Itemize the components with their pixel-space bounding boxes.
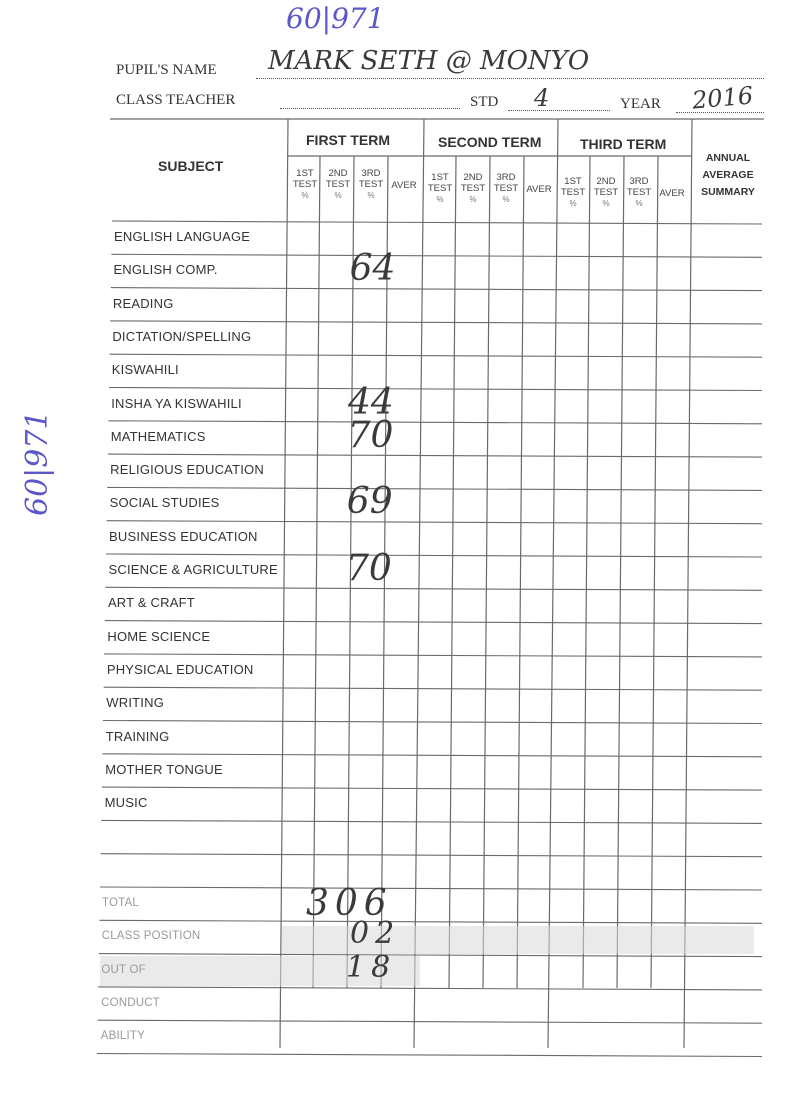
- subcol-pct: %: [334, 191, 342, 200]
- subcol-header: [590, 176, 622, 209]
- footer-row-label: OUT OF: [101, 963, 146, 976]
- row-line: [97, 1054, 762, 1057]
- row-line: [98, 1020, 762, 1023]
- subject-label: BUSINESS EDUCATION: [109, 528, 258, 544]
- row-line: [101, 820, 762, 823]
- subject-label: ENGLISH LANGUAGE: [114, 229, 251, 244]
- row-line: [110, 321, 762, 324]
- pupil-name-value: MARK SETH @ MONYO: [268, 46, 590, 76]
- subcol-header: [388, 180, 420, 191]
- std-label: STD: [470, 94, 499, 110]
- subcol-line1: 3RD: [629, 176, 649, 187]
- subcol-line2: TEST: [292, 179, 318, 190]
- row-line: [108, 421, 762, 424]
- annual-summary-header: [694, 150, 762, 201]
- subject-label: MATHEMATICS: [110, 428, 206, 444]
- row-line: [106, 554, 762, 557]
- side-reference-number: 60|971: [20, 410, 55, 516]
- mark-value: 44: [348, 381, 394, 423]
- year-value: 2016: [690, 81, 755, 115]
- subcol-line2: TEST: [626, 187, 652, 198]
- subject-label: READING: [112, 295, 174, 311]
- subcol-pct: %: [635, 199, 643, 208]
- subcol-header: [490, 172, 522, 205]
- row-line: [108, 454, 762, 457]
- subcol-line1: 2ND: [596, 176, 616, 187]
- subject-header: SUBJECT: [158, 158, 224, 174]
- mark-value: 64: [349, 248, 396, 290]
- subcol-line2: TEST: [593, 187, 619, 198]
- subcol-line2: TEST: [427, 183, 453, 194]
- subcol-pct: %: [569, 199, 577, 208]
- subject-label: ENGLISH COMP.: [113, 262, 218, 278]
- row-line: [105, 587, 762, 590]
- mark-value: 69: [346, 481, 393, 523]
- row-line: [102, 787, 762, 790]
- subcol-line2: TEST: [460, 183, 486, 194]
- subcol-header: [289, 168, 321, 201]
- mark-value: 70: [347, 414, 394, 456]
- row-line: [104, 687, 762, 690]
- subject-label: SOCIAL STUDIES: [109, 495, 220, 511]
- std-value: 4: [534, 84, 550, 112]
- row-line: [105, 621, 762, 624]
- subcol-line2: TEST: [493, 183, 519, 194]
- subcol-header: [557, 176, 589, 209]
- subcol-pct: %: [436, 195, 444, 204]
- subcol-header: [656, 188, 688, 199]
- subcol-pct: %: [469, 195, 477, 204]
- average-label: AVERAGE: [702, 169, 754, 181]
- summary-label: SUMMARY: [701, 186, 755, 198]
- subcol-line1: 3RD: [361, 168, 381, 179]
- subcol-line2: TEST: [358, 179, 384, 190]
- subject-label: RELIGIOUS EDUCATION: [110, 462, 264, 478]
- row-line: [99, 920, 762, 923]
- row-line: [100, 887, 762, 890]
- subject-label: INSHA YA KISWAHILI: [111, 395, 242, 411]
- footer-mark-position: 02: [350, 916, 401, 952]
- subcol-line1: 1ST: [564, 176, 582, 187]
- subcol-header: [424, 172, 456, 205]
- subcol-header: [457, 172, 489, 205]
- subcol-line1: 3RD: [496, 172, 516, 183]
- subject-label: MUSIC: [104, 795, 148, 811]
- mark-value: 70: [346, 548, 392, 589]
- top-reference-number: 60|971: [286, 2, 385, 35]
- row-line: [102, 754, 762, 757]
- subject-label: WRITING: [106, 695, 165, 711]
- subcol-pct: %: [301, 191, 309, 200]
- footer-row-label: CONDUCT: [101, 996, 160, 1009]
- subcol-line1: AVER: [526, 184, 552, 195]
- subcol-header: [523, 184, 555, 195]
- subcol-line2: TEST: [325, 179, 351, 190]
- row-line: [110, 354, 762, 357]
- footer-row-label: TOTAL: [102, 897, 139, 909]
- footer-mark-out-of: 18: [346, 949, 397, 985]
- subcol-line1: 2ND: [463, 172, 483, 183]
- subject-label: TRAINING: [105, 728, 170, 744]
- footer-row-label: CLASS POSITION: [101, 930, 201, 943]
- term-header-second: SECOND TERM: [438, 134, 542, 150]
- subcol-header: [355, 168, 387, 201]
- subject-label: ART & CRAFT: [107, 595, 195, 611]
- subject-label: KISWAHILI: [111, 362, 179, 378]
- row-line: [103, 721, 762, 724]
- row-line: [107, 521, 762, 524]
- subcol-line1: AVER: [391, 180, 417, 191]
- footer-mark-total: 306: [306, 883, 393, 924]
- row-line: [101, 854, 762, 857]
- subcol-line2: TEST: [560, 187, 586, 198]
- subcol-line1: 1ST: [431, 172, 449, 183]
- term-header-first: FIRST TERM: [306, 132, 390, 148]
- term-header-third: THIRD TERM: [580, 136, 667, 152]
- annual-label: ANNUAL: [705, 152, 751, 164]
- subcol-line1: 1ST: [296, 168, 314, 179]
- subcol-line1: AVER: [659, 188, 685, 199]
- subject-label: SCIENCE & AGRICULTURE: [108, 562, 278, 577]
- class-teacher-label: CLASS TEACHER: [116, 92, 236, 108]
- subject-label: PHYSICAL EDUCATION: [106, 661, 254, 677]
- row-line: [111, 288, 762, 291]
- year-label: YEAR: [620, 96, 661, 112]
- row-line: [104, 654, 762, 657]
- row-line: [111, 254, 762, 257]
- subcol-line1: 2ND: [328, 168, 348, 179]
- subcol-pct: %: [602, 199, 610, 208]
- subject-label: MOTHER TONGUE: [105, 761, 223, 777]
- subcol-header: [623, 176, 655, 209]
- subcol-header: [322, 168, 354, 201]
- footer-row-label: ABILITY: [100, 1030, 146, 1043]
- row-line: [112, 221, 762, 224]
- row-line: [107, 487, 762, 490]
- subcol-pct: %: [367, 191, 375, 200]
- subcol-pct: %: [502, 195, 510, 204]
- pupil-name-label: PUPIL'S NAME: [116, 62, 217, 78]
- subject-label: DICTATION/SPELLING: [112, 328, 252, 344]
- row-line: [98, 987, 762, 990]
- row-line: [109, 388, 762, 391]
- subject-label: HOME SCIENCE: [107, 628, 211, 644]
